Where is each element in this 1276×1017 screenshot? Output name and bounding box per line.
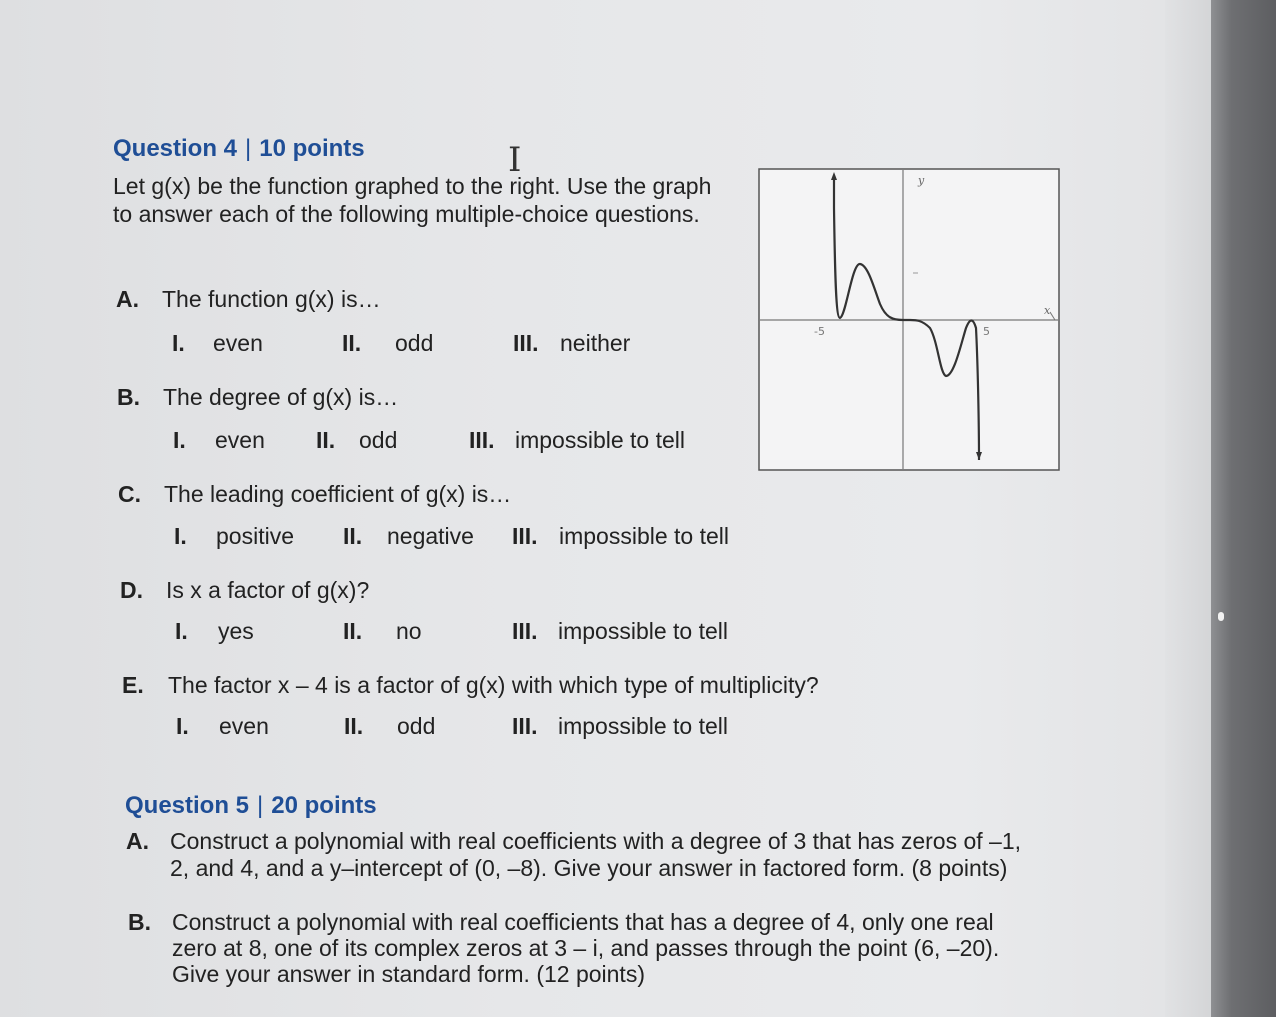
text-line: Construct a polynomial with real coefficients that has a degree of 4, only one real <box>172 909 994 935</box>
text-cursor-icon: I <box>508 140 522 180</box>
option-number: II. <box>343 618 363 644</box>
option-text: impossible to tell <box>558 618 729 644</box>
option-c-3[interactable] <box>512 523 729 550</box>
option-number: III. <box>512 618 538 644</box>
part-letter: A. <box>126 828 149 854</box>
part-a-question <box>116 286 381 313</box>
part-text <box>170 828 1021 882</box>
option-d-1[interactable] <box>175 618 254 645</box>
option-number: I. <box>172 330 185 356</box>
option-text: odd <box>359 427 398 453</box>
option-text: positive <box>216 523 294 549</box>
option-a-1[interactable] <box>172 330 263 357</box>
option-number: III. <box>469 427 495 453</box>
question-5-points: 20 points <box>271 792 377 819</box>
part-text: The degree of g(x) is… <box>163 384 399 410</box>
option-c-1[interactable] <box>174 523 294 550</box>
question-4-intro: Let g(x) be the function graphed to the right. Use the graph to answer each of the following multiple-choice questions. <box>113 173 712 227</box>
option-number: II. <box>316 427 336 453</box>
q5-part-a <box>126 828 1086 888</box>
option-b-1[interactable] <box>173 427 265 454</box>
option-d-2[interactable] <box>343 618 422 645</box>
option-text: odd <box>397 713 436 739</box>
option-text: neither <box>560 330 631 356</box>
option-number: II. <box>343 523 363 549</box>
part-text: The function g(x) is… <box>162 286 381 312</box>
option-text: impossible to tell <box>559 523 730 549</box>
part-c-question <box>118 481 511 508</box>
part-d-question <box>120 577 369 604</box>
option-e-1[interactable] <box>176 713 269 740</box>
part-e-question <box>122 672 819 699</box>
x-axis-label: x <box>1044 304 1051 317</box>
option-a-2[interactable] <box>342 330 433 357</box>
text-line: Construct a polynomial with real coefficients with a degree of 3 that has zeros of –1, <box>170 828 1022 854</box>
heading-divider: | <box>257 792 264 819</box>
text-line: Give your answer in standard form. (12 points) <box>172 961 645 987</box>
text-line: 2, and 4, and a y–intercept of (0, –8). Give your answer in factored form. (8 points) <box>170 855 1008 881</box>
option-text: odd <box>395 330 434 356</box>
option-e-3[interactable] <box>512 713 728 740</box>
question-5-title: Question 5 <box>125 792 250 819</box>
option-e-2[interactable] <box>344 713 435 740</box>
part-letter: B. <box>117 384 140 410</box>
part-text <box>172 909 999 987</box>
part-b-question <box>117 384 398 411</box>
part-letter: E. <box>122 672 144 698</box>
option-number: III. <box>512 713 538 739</box>
option-text: no <box>396 618 422 644</box>
option-text: impossible to tell <box>558 713 729 739</box>
option-d-3[interactable] <box>512 618 728 645</box>
option-number: I. <box>173 427 186 453</box>
option-number: I. <box>175 618 188 644</box>
option-a-3[interactable] <box>513 330 630 357</box>
part-letter: C. <box>118 481 141 507</box>
option-number: II. <box>344 713 364 739</box>
function-graph <box>758 168 1060 471</box>
option-number: II. <box>342 330 362 356</box>
part-text: The leading coefficient of g(x) is… <box>164 481 512 507</box>
question-4-points: 10 points <box>259 135 365 162</box>
option-number: I. <box>174 523 187 549</box>
part-letter: A. <box>116 286 139 312</box>
option-number: III. <box>512 523 538 549</box>
part-letter: D. <box>120 577 143 603</box>
option-b-3[interactable] <box>469 427 685 454</box>
option-text: even <box>213 330 263 356</box>
question-4-title: Question 4 <box>113 135 238 162</box>
part-letter: B. <box>128 909 151 935</box>
part-text: The factor x – 4 is a factor of g(x) with which type of multiplicity? <box>168 672 819 698</box>
option-number: III. <box>513 330 539 356</box>
question-4-heading <box>113 135 365 163</box>
option-text: even <box>215 427 265 453</box>
part-text: Is x a factor of g(x)? <box>166 577 370 603</box>
q5-part-b <box>128 909 1088 994</box>
option-c-2[interactable] <box>343 523 474 550</box>
option-text: yes <box>218 618 254 644</box>
paper-edge <box>1165 0 1211 1017</box>
option-b-2[interactable] <box>316 427 397 454</box>
text-line: zero at 8, one of its complex zeros at 3 – i, and passes through the point (6, –20). <box>172 935 1000 961</box>
option-text: negative <box>387 523 474 549</box>
option-text: even <box>219 713 269 739</box>
option-number: I. <box>176 713 189 739</box>
y-axis-label: y <box>918 174 925 187</box>
tick-label-pos5: 5 <box>983 325 990 338</box>
tick-label-neg5: -5 <box>814 325 825 338</box>
option-text: impossible to tell <box>515 427 686 453</box>
binder-hole <box>1218 612 1224 621</box>
question-5-heading <box>125 792 377 820</box>
heading-divider: | <box>245 135 252 162</box>
